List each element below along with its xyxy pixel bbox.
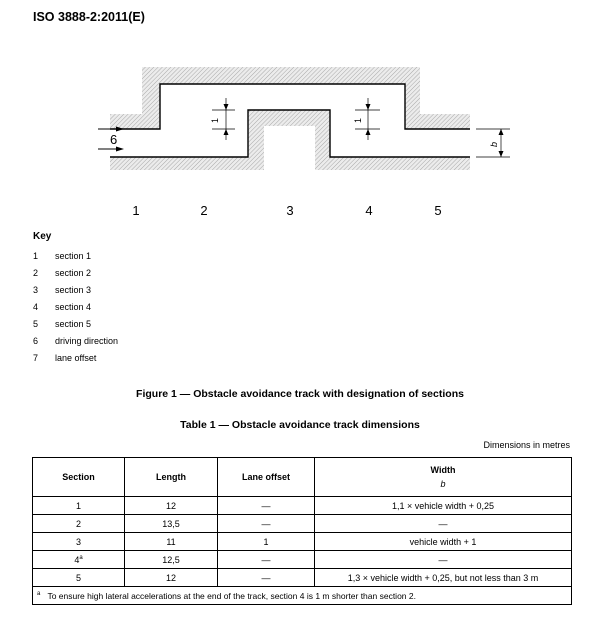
header-lane-offset: Lane offset <box>218 458 315 497</box>
table-footnote-row <box>33 587 572 605</box>
section-label-3: 3 <box>286 203 294 218</box>
lane-offset-label-right: 1 <box>353 117 363 123</box>
section-label-5: 5 <box>434 203 442 218</box>
arrow-up-icon <box>366 129 371 135</box>
cell-length: 12 <box>125 497 218 515</box>
cell-width: 1,3 × vehicle width + 0,25, but not less than 3 m <box>315 569 572 587</box>
cell-length: 11 <box>125 533 218 551</box>
key-item: 2 section 2 <box>33 268 92 278</box>
cell-lane-offset: 1 <box>218 533 315 551</box>
arrow-down-icon <box>224 104 229 110</box>
arrow-down-icon <box>366 104 371 110</box>
header-length: Length <box>125 458 218 497</box>
document-header: ISO 3888-2:2011(E) <box>33 10 145 24</box>
cell-lane-offset: — <box>218 497 315 515</box>
units-note: Dimensions in metres <box>483 440 570 450</box>
footnote-marker: a <box>37 590 41 597</box>
table-row <box>33 533 572 551</box>
driving-direction-label: 6 <box>110 132 118 147</box>
cell-length: 13,5 <box>125 515 218 533</box>
dimensions-table <box>32 457 572 605</box>
arrow-right-icon <box>116 147 124 152</box>
key-item: 3 section 3 <box>33 285 92 295</box>
table-caption: Table 1 — Obstacle avoidance track dimensions <box>180 419 420 431</box>
header-width-symbol: b <box>440 479 446 489</box>
header-width: Width b <box>315 458 572 497</box>
cell-length: 12,5 <box>125 551 218 569</box>
cell-width: 1,1 × vehicle width + 0,25 <box>315 497 572 515</box>
header-section: Section <box>33 458 125 497</box>
arrow-up-icon <box>499 129 504 135</box>
key-item: 4 section 4 <box>33 302 92 312</box>
cell-length: 12 <box>125 569 218 587</box>
table-row <box>33 497 572 515</box>
cell-section: 1 <box>33 497 125 515</box>
cell-section: 2 <box>33 515 125 533</box>
key-title: Key <box>33 231 52 242</box>
figure-caption: Figure 1 — Obstacle avoidance track with designation of sections <box>136 388 464 400</box>
footnote-ref: a <box>79 554 83 561</box>
table-header-row <box>33 458 572 497</box>
key-item: 6 driving direction <box>33 336 119 346</box>
section-label-2: 2 <box>200 203 208 218</box>
cell-width: vehicle width + 1 <box>315 533 572 551</box>
watermark-decoration <box>590 118 598 218</box>
width-b-label: b <box>489 141 499 147</box>
table-footnote <box>33 587 572 605</box>
cell-section: 4$^a$ <box>33 551 125 569</box>
footnote-text: To ensure high lateral accelerations at the end of the track, section 4 is 1 m shorter than section 2. <box>47 590 416 601</box>
key-list <box>33 248 118 367</box>
cell-lane-offset: — <box>218 551 315 569</box>
track-figure <box>0 0 600 230</box>
table-row <box>33 515 572 533</box>
cell-section: 3 <box>33 533 125 551</box>
key-item: 7 lane offset <box>33 353 97 363</box>
section-label-4: 4 <box>365 203 373 218</box>
cell-width: — <box>315 515 572 533</box>
cell-lane-offset: — <box>218 515 315 533</box>
key-item: 5 section 5 <box>33 319 92 329</box>
lane-offset-label-left: 1 <box>210 117 220 123</box>
cell-section: 5 <box>33 569 125 587</box>
cell-lane-offset: — <box>218 569 315 587</box>
section-label-1: 1 <box>132 203 140 218</box>
arrow-down-icon <box>499 151 504 157</box>
arrow-up-icon <box>224 129 229 135</box>
key-item: 1 section 1 <box>33 251 92 261</box>
table-row <box>33 551 572 569</box>
table-row <box>33 569 572 587</box>
cell-width: — <box>315 551 572 569</box>
